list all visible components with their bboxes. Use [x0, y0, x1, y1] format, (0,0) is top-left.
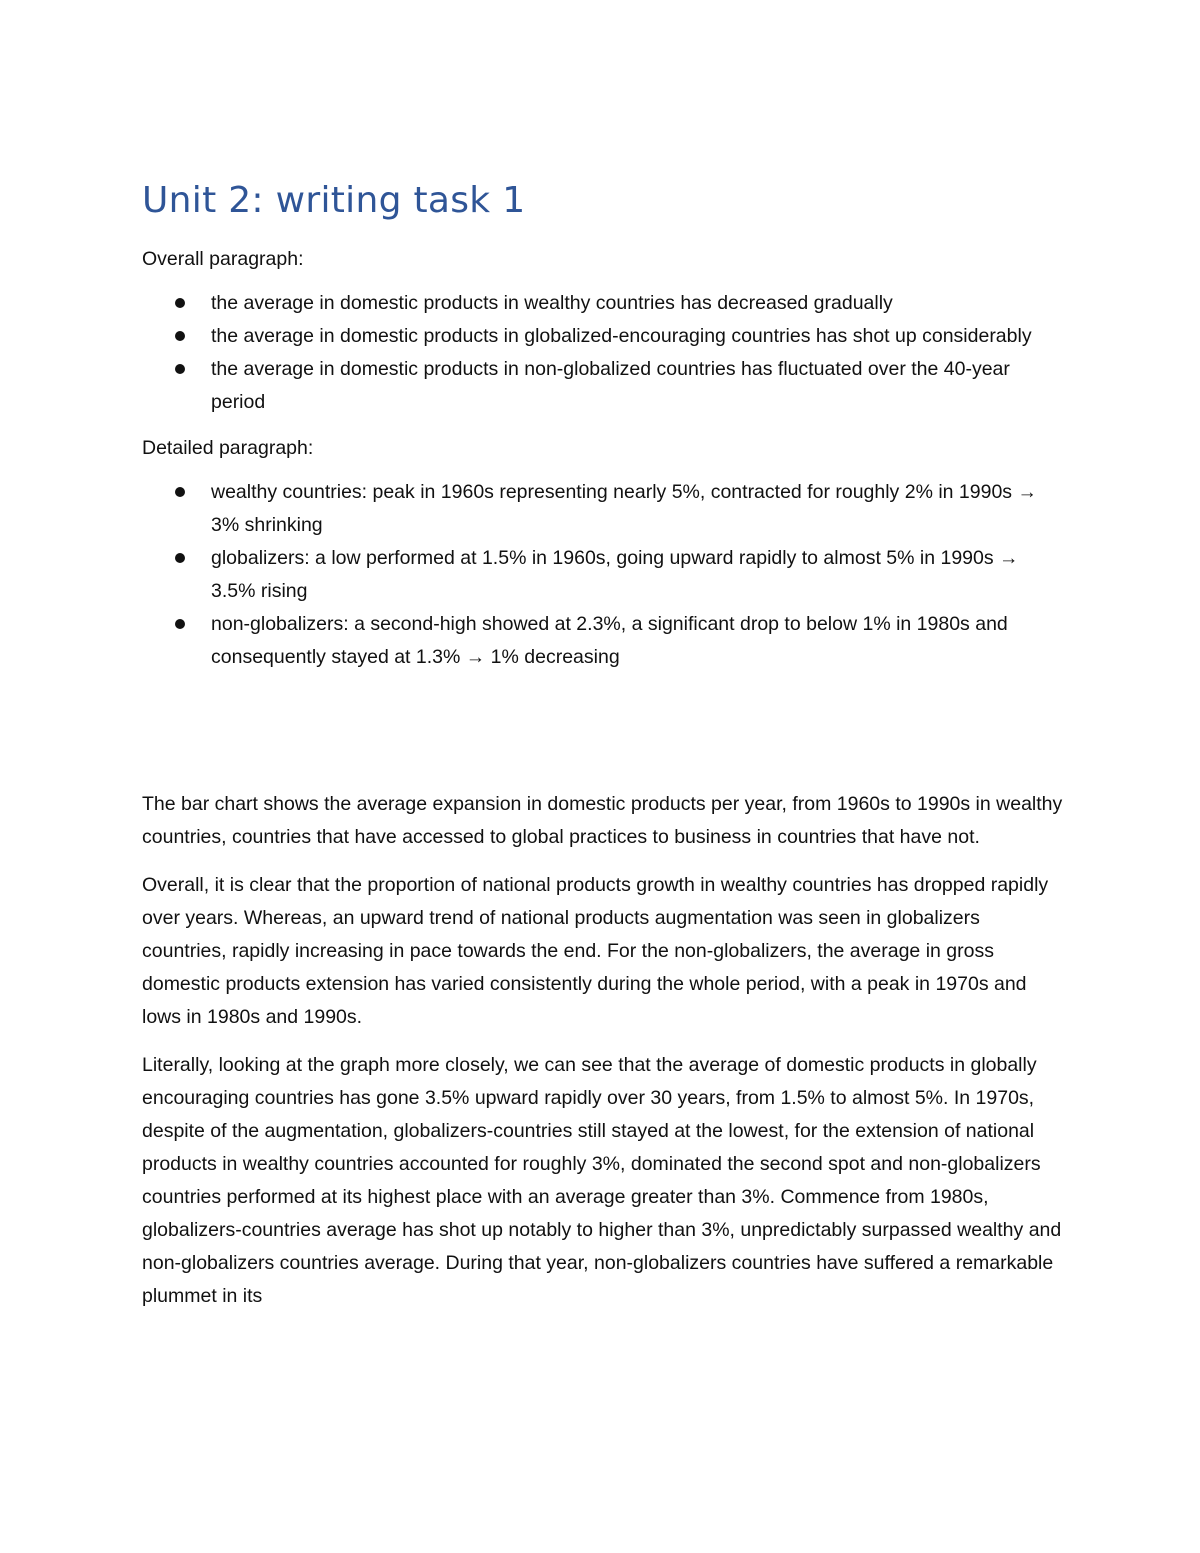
list-item-text: the average in domestic products in non-globalized countries has fluctuated over the 40-year period [211, 358, 1010, 413]
list-item [142, 320, 1067, 353]
overall-paragraph-label: Overall paragraph: [142, 248, 304, 270]
list-item-text: the average in domestic products in globalized-encouraging countries has shot up considerably [211, 325, 1032, 347]
list-item-text: the average in domestic products in wealthy countries has decreased gradually [211, 292, 893, 314]
bullet-icon [175, 487, 185, 497]
list-item [142, 287, 1067, 320]
document-content [142, 176, 1067, 1328]
bullet-icon [175, 331, 185, 341]
list-item-text: wealthy countries: peak in 1960s representing nearly 5%, contracted for roughly 2% in 1990s → 3% shrinking [211, 481, 1037, 536]
detailed-paragraph-label: Detailed paragraph: [142, 437, 314, 459]
page-title: Unit 2: writing task 1 [142, 180, 526, 221]
overall-bullet-list [142, 287, 1067, 419]
essay-paragraph-overview: Overall, it is clear that the proportion of national products growth in wealthy countries has dropped rapidly over years. Whereas, an upward trend of national products augmentation was seen in globalizers countries, rapidly increasing in pace towards the end. For the non-globalizers, the average in gross domestic products extension has varied consistently during the whole period, with a peak in 1970s and lows in 1980s and 1990s. [142, 874, 1049, 1028]
list-item [142, 608, 1067, 674]
bullet-icon [175, 619, 185, 629]
list-item [142, 542, 1067, 608]
list-item [142, 476, 1067, 542]
list-item-text: non-globalizers: a second-high showed at 2.3%, a significant drop to below 1% in 1980s and consequently stayed at 1.3% → 1% decreasing [211, 613, 1008, 668]
bullet-icon [175, 364, 185, 374]
essay-paragraph-detail: Literally, looking at the graph more closely, we can see that the average of domestic products in globally encouraging countries has gone 3.5% upward rapidly over 30 years, from 1.5% to almost 5%. In 1970s, despite of the augmentation, globalizers-countries still stayed at the lowest, for the extension of national products in wealthy countries accounted for roughly 3%, dominated the second spot and non-globalizers countries performed at its highest place with an average greater than 3%. Commence from 1980s, globalizers-countries average has shot up notably to higher than 3%, unpredictably surpassed wealthy and non-globalizers countries average. During that year, non-globalizers countries have suffered a remarkable plummet in its [142, 1054, 1062, 1307]
detailed-bullet-list [142, 476, 1067, 674]
blank-space [142, 687, 1067, 788]
essay-paragraph-intro: The bar chart shows the average expansion in domestic products per year, from 1960s to 1990s in wealthy countries, countries that have accessed to global practices to business in countries that have not. [142, 793, 1063, 848]
essay-body [142, 788, 1067, 1313]
bullet-icon [175, 553, 185, 563]
list-item-text: globalizers: a low performed at 1.5% in 1960s, going upward rapidly to almost 5% in 1990s → 3.5% rising [211, 547, 1019, 602]
list-item [142, 353, 1067, 419]
bullet-icon [175, 298, 185, 308]
